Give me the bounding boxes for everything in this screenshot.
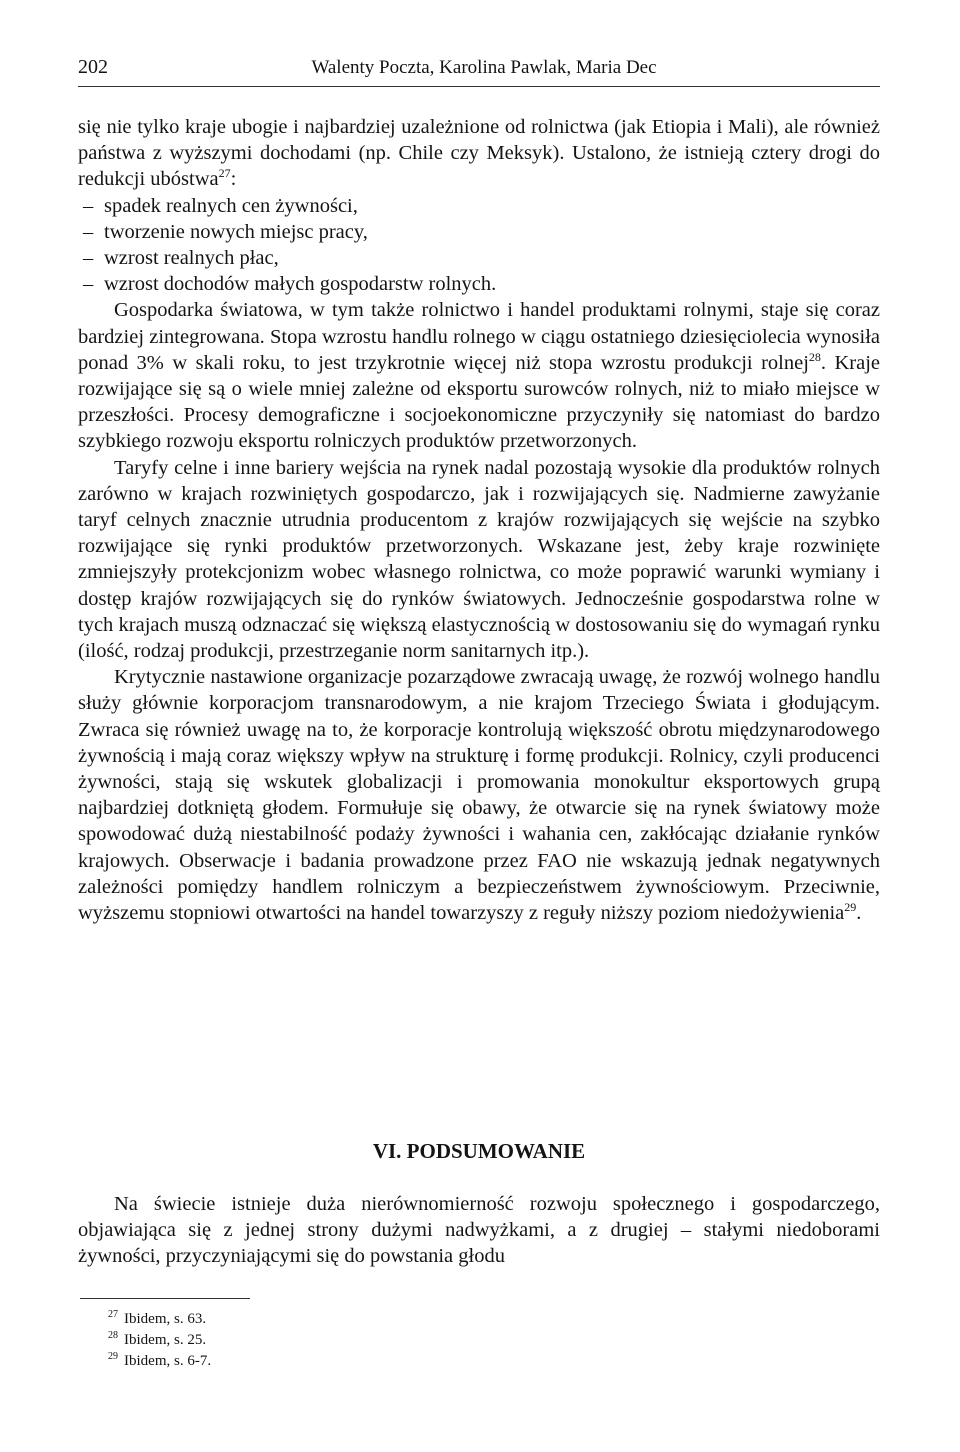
- footnote-ref-27[interactable]: 27: [218, 166, 231, 181]
- list-item: – tworzenie nowych miejsc pracy,: [78, 219, 880, 245]
- footnote-text: Ibidem, s. 63.: [124, 1311, 207, 1327]
- footnote: [108, 1351, 211, 1372]
- paragraph-ngo-critique: Krytycznie nastawione organizacje pozarządowe zwracają uwagę, że rozwój wolnego handlu służy głównie korporacjom transnarodowym, a nie krajom Trzeciego Świata i głodującym. Zwraca się również uwagę na to, że korporacje kontrolują większość obrotu międzynarodowego żywnością i mają coraz większy wpływ na strukturę i formę produkcji. Rolnicy, czyli producenci żywności, stają się wskutek globalizacji i promowania monokultur eksportowych grupą najbardziej dotkniętą głodem. Formułuje się obawy, że otwarcie się na rynek światowy może spowodować dużą niestabilność podaży żywności i wahania cen, zakłócając działanie rynków krajowych. Obserwacje i badania prowadzone przez FAO nie wskazują jednak negatywnych zależności pomiędzy handlem rolniczym a bezpieczeństwem żywnościowym. Przeciwnie, wyższemu stopniowi otwartości na handel towarzyszy z reguły niższy poziom niedożywienia$^{29}$.: [78, 666, 880, 925]
- list-item: – wzrost realnych płac,: [78, 245, 880, 271]
- poverty-reduction-list: [78, 193, 880, 298]
- paragraph-tariffs: Taryfy celne i inne bariery wejścia na rynek nadal pozostają wysokie dla produktów rolnych zarówno w krajach rozwiniętych gospodarczo, jak i rozwijających się. Nadmierne zawyżanie taryf celnych znacznie utrudnia producentom z krajów rozwijających się wejście na szybko rozwijające się rynki produktów przetworzonych. Wskazane jest, żeby kraje rozwinięte zmniejszyły protekcjonizm wobec własnego rolnictwa, co może poprawić warunki wymiany i dostęp krajów rozwijających się do rynków światowych. Jednocześnie gospodarstwa rolne w tych krajach muszą odznaczać się większą elastycznością w dostosowaniu się do wymagań rynku (ilość, rodzaj produkcji, przestrzeganie norm sanitarnych itp.).: [78, 456, 880, 663]
- footnotes: [108, 1309, 211, 1372]
- intro-paragraph: się nie tylko kraje ubogie i najbardziej uzależnione od rolnictwa (jak Etiopia i Mali), ale również państwa z wyższymi dochodami (np. Chile czy Meksyk). Ustalono, że istnieją cztery drogi do redukcji ubóstwa$^{27}$:: [78, 116, 880, 191]
- footnote-number: 28: [108, 1330, 118, 1341]
- footnote-text: Ibidem, s. 25.: [124, 1332, 207, 1348]
- running-title-authors: Walenty Poczta, Karolina Pawlak, Maria Dec: [311, 57, 657, 78]
- footnote-ref-28[interactable]: 28: [808, 350, 821, 364]
- footnote: [108, 1330, 211, 1351]
- running-header: [78, 56, 880, 87]
- footnote-number: 29: [108, 1351, 118, 1362]
- footnote-divider: [80, 1298, 250, 1299]
- main-text: [78, 114, 880, 926]
- summary-text: [78, 1191, 880, 1270]
- page-number: 202: [78, 56, 108, 78]
- summary-paragraph: Na świecie istnieje duża nierównomierność rozwoju społecznego i gospodarczego, objawiająca się z jednej strony dużymi nadwyżkami, a z drugiej – stałymi niedoborami żywności, przyczyniającymi się do powstania głodu: [78, 1193, 880, 1268]
- list-item: – spadek realnych cen żywności,: [78, 193, 880, 219]
- footnote-text: Ibidem, s. 6-7.: [124, 1353, 212, 1369]
- footnote-number: 27: [108, 1309, 118, 1320]
- section-heading: VI. PODSUMOWANIE: [372, 1139, 586, 1163]
- paragraph-global-economy: Gospodarka światowa, w tym także rolnictwo i handel produktami rolnymi, staje się coraz bardziej zintegrowana. Stopa wzrostu handlu rolnego w ciągu ostatniego dziesięciolecia wynosiła ponad 3% w skali roku, to jest trzykrotnie więcej niż stopa wzrostu produkcji rolnej$^{28}$. Kraje rozwijające się są o wiele mniej zależne od eksportu surowców rolnych, niż to miało miejsce w przeszłości. Procesy demograficzne i socjoekonomiczne przyczyniły się natomiast do bardzo szybkiego rozwoju eksportu rolniczych produktów przetworzonych.: [78, 299, 880, 453]
- footnote-ref-29[interactable]: 29: [844, 900, 857, 915]
- list-item: – wzrost dochodów małych gospodarstw rolnych.: [78, 271, 880, 297]
- footnote: [108, 1309, 211, 1330]
